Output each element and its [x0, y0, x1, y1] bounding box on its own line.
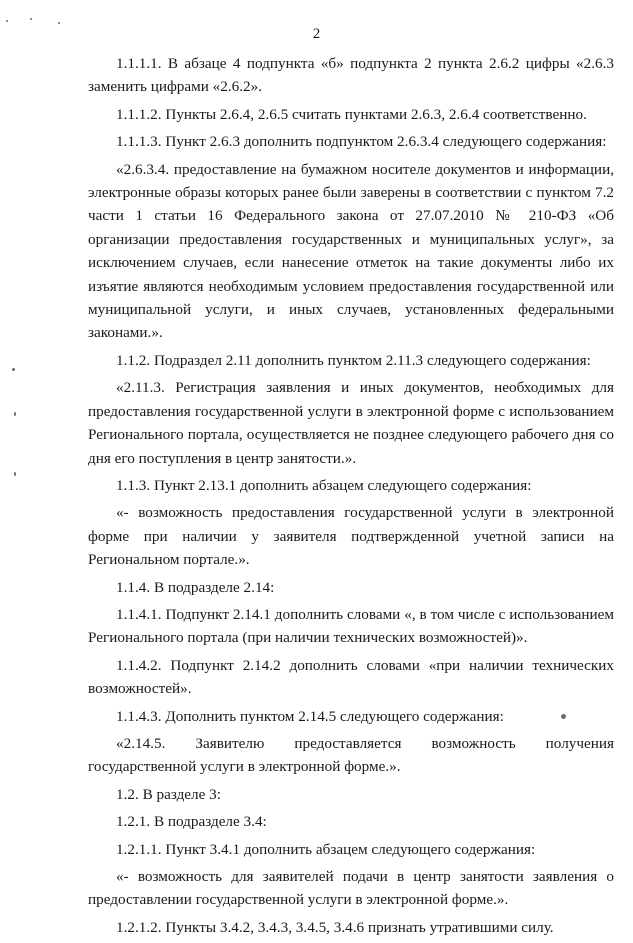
scan-speck: [58, 22, 60, 24]
quote-2-6-3-4: «2.6.3.4. предоставление на бумажном носителе документов и информации, электронные образы которых ранее были заверены в соответствии с пунктом 7.2 части 1 статьи 16 Федерального закона от 27.07.2010 № 210-ФЗ «Об организации предоставления государственных и муниципальных услуг», за исключением случаев, если нанесение отметок на такие документы либо их изъятие являются необходимым условием предоставления государственной или муниципальной услуги, и иных случаев, установленных федеральными законами.».: [88, 160, 614, 342]
scan-speck: [12, 368, 15, 371]
paragraph-1-2-1: 1.2.1. В подразделе 3.4:: [116, 813, 267, 831]
document-body: [88, 52, 614, 943]
paragraph-1-1-4-2: 1.1.4.2. Подпункт 2.14.2 дополнить словами «при наличии технических возможностей».: [88, 656, 614, 698]
paragraph-1-1-2: 1.1.2. Подраздел 2.11 дополнить пунктом 2.11.3 следующего содержания:: [116, 351, 591, 369]
quote-application-submission: «- возможность для заявителей подачи в центр занятости заявления о предоставлении государственной услуги в электронной форме.».: [88, 868, 614, 909]
paragraph-1-1-3: 1.1.3. Пункт 2.13.1 дополнить абзацем следующего содержания:: [116, 476, 532, 494]
paragraph-1-1-4-1: 1.1.4.1. Подпункт 2.14.1 дополнить словами «, в том числе с использованием Регионального портала (при наличии технических возможностей)».: [88, 605, 614, 647]
paragraph-1-2-1-2: 1.2.1.2. Пункты 3.4.2, 3.4.3, 3.4.5, 3.4.6 признать утратившими силу.: [116, 918, 554, 936]
scan-speck: [6, 20, 8, 22]
scan-speck: [30, 18, 32, 20]
paragraph-1-1-1-3: 1.1.1.3. Пункт 2.6.3 дополнить подпунктом 2.6.3.4 следующего содержания:: [116, 133, 607, 151]
paragraph-1-1-1-2: 1.1.1.2. Пункты 2.6.4, 2.6.5 считать пунктами 2.6.3, 2.6.4 соответственно.: [116, 105, 587, 123]
scan-speck: [14, 472, 16, 476]
scan-speck: [14, 412, 16, 416]
quote-2-14-5: «2.14.5. Заявителю предоставляется возможность получения государственной услуги в электронной форме.».: [88, 734, 614, 776]
paragraph-1-1-4-3: 1.1.4.3. Дополнить пунктом 2.14.5 следующего содержания:: [116, 707, 504, 725]
paragraph-1-1-4: 1.1.4. В подразделе 2.14:: [116, 578, 275, 596]
paragraph-1-2-1-1: 1.2.1.1. Пункт 3.4.1 дополнить абзацем следующего содержания:: [116, 840, 536, 858]
paragraph-1-2: 1.2. В разделе 3:: [116, 785, 221, 803]
quote-electronic-form-possibility: «- возможность предоставления государственной услуги в электронной форме при наличии у заявителя подтвержденной учетной записи на Региональном портале.».: [88, 504, 614, 569]
scan-speck: [561, 714, 566, 719]
page-number: 2: [312, 26, 321, 42]
quote-2-11-3: «2.11.3. Регистрация заявления и иных документов, необходимых для предоставления государственной услуги в электронной форме с использованием Регионального портала, осуществляется не позднее следующего рабочего дня со дня его поступления в центр занятости.».: [88, 379, 614, 467]
paragraph-1-1-1-1: 1.1.1.1. В абзаце 4 подпункта «б» подпункта 2 пункта 2.6.2 цифры «2.6.3 заменить цифрами «2.6.2».: [88, 55, 614, 96]
